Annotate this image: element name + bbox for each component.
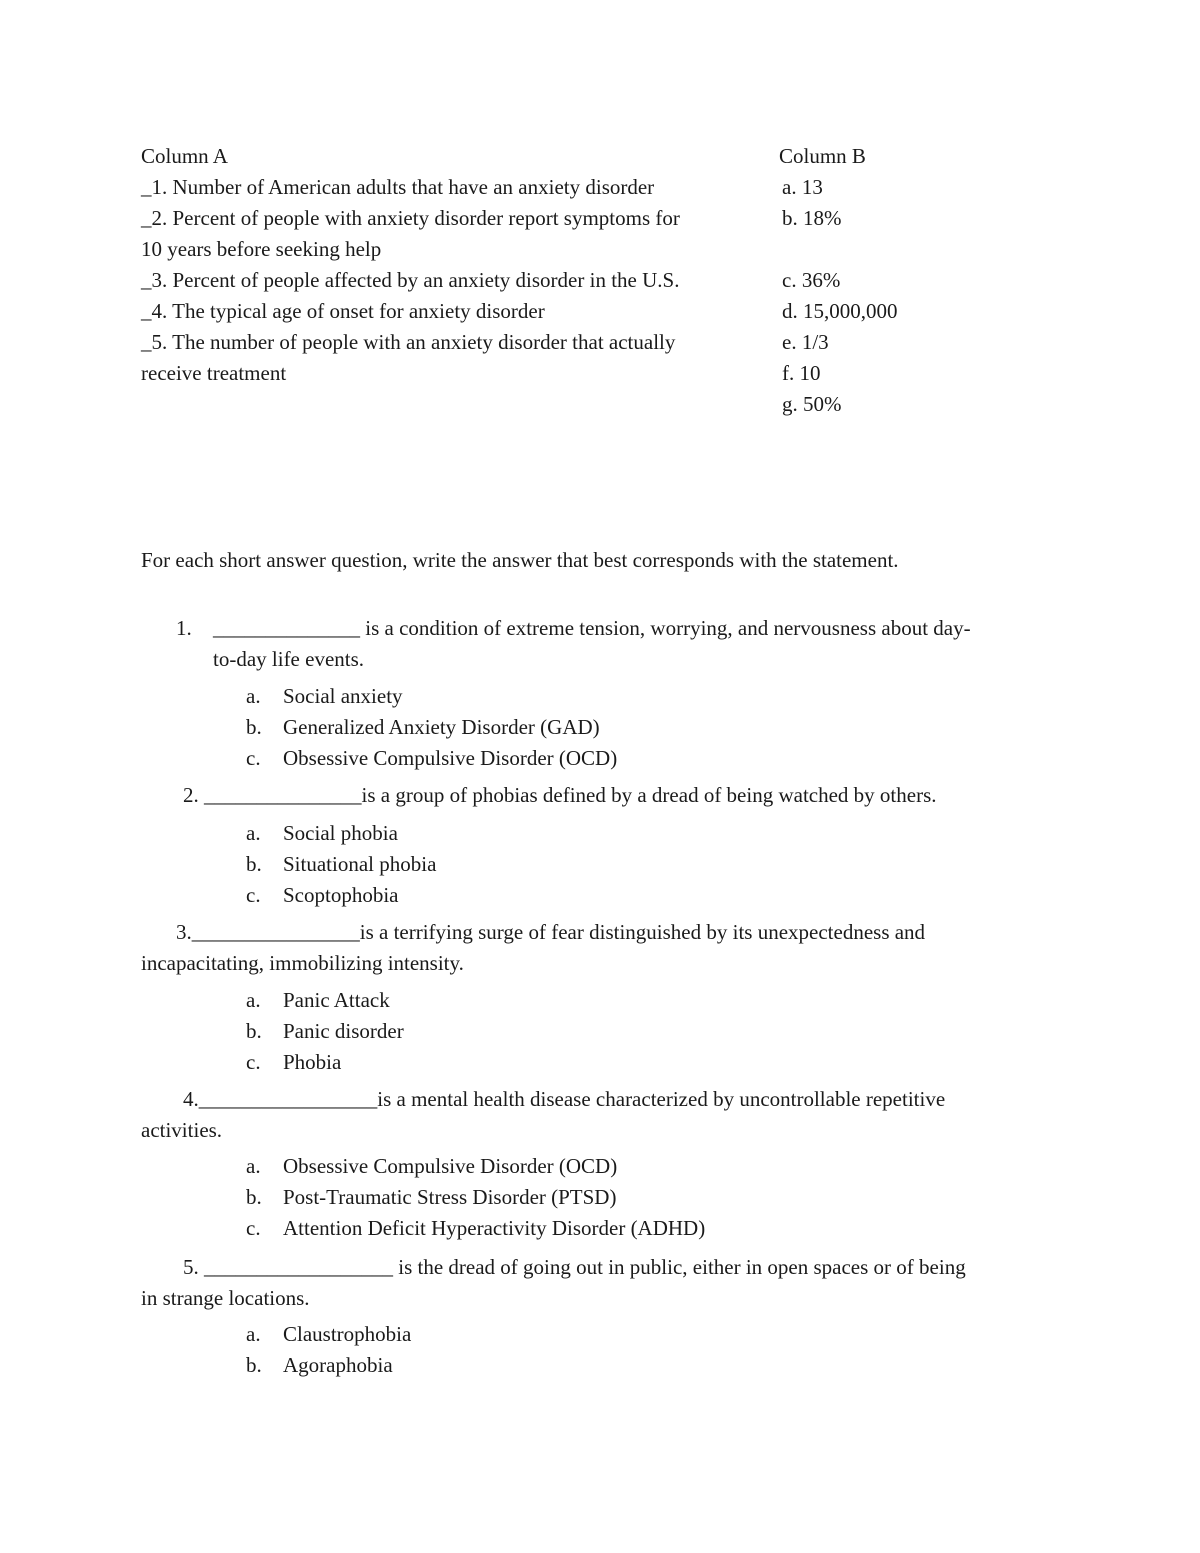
- q1-option-c: Obsessive Compulsive Disorder (OCD): [283, 746, 618, 770]
- q2-option-c-letter: c.: [246, 883, 261, 907]
- q4-option-a: Obsessive Compulsive Disorder (OCD): [283, 1154, 618, 1178]
- column-a-header: Column A: [141, 144, 228, 168]
- q2-option-a: Social phobia: [283, 821, 398, 845]
- q4-option-b-letter: b.: [246, 1185, 262, 1209]
- q3-option-c-letter: c.: [246, 1050, 261, 1074]
- q3-stem: 3.________________is a terrifying surge of fear distinguished by its unexpectedness and: [176, 920, 926, 944]
- q4-option-b: Post-Traumatic Stress Disorder (PTSD): [283, 1185, 617, 1209]
- q2-option-b: Situational phobia: [283, 852, 437, 876]
- short-answer-instruction: For each short answer question, write the answer that best corresponds with the statement.: [141, 548, 899, 572]
- column-a-item-5-cont: receive treatment: [141, 361, 287, 385]
- q4-stem: 4._________________is a mental health disease characterized by uncontrollable repetitive: [183, 1087, 946, 1111]
- q3-stem-cont: incapacitating, immobilizing intensity.: [141, 951, 464, 975]
- column-b-option-b: b. 18%: [782, 206, 842, 230]
- column-b-option-c: c. 36%: [782, 268, 841, 292]
- q4-stem-cont: activities.: [141, 1118, 223, 1142]
- column-b-option-e: e. 1/3: [782, 330, 829, 354]
- column-a-item-3: _3. Percent of people affected by an anxiety disorder in the U.S.: [141, 268, 680, 292]
- q3-option-a-letter: a.: [246, 988, 261, 1012]
- q1-text-cont: to-day life events.: [213, 647, 365, 671]
- q5-option-a: Claustrophobia: [283, 1322, 412, 1346]
- column-b-option-a: a. 13: [782, 175, 823, 199]
- q5-stem: 5. __________________ is the dread of going out in public, either in open spaces or of being: [183, 1255, 966, 1279]
- q1-option-b-letter: b.: [246, 715, 262, 739]
- column-a-item-1: _1. Number of American adults that have an anxiety disorder: [141, 175, 655, 199]
- q2-option-c: Scoptophobia: [283, 883, 399, 907]
- q2-option-a-letter: a.: [246, 821, 261, 845]
- q1-option-b: Generalized Anxiety Disorder (GAD): [283, 715, 600, 739]
- column-a-item-2: _2. Percent of people with anxiety disorder report symptoms for: [141, 206, 680, 230]
- column-a-item-4: _4. The typical age of onset for anxiety disorder: [141, 299, 545, 323]
- q3-option-c: Phobia: [283, 1050, 342, 1074]
- column-b-header: Column B: [779, 144, 866, 168]
- q5-option-a-letter: a.: [246, 1322, 261, 1346]
- column-a-item-5: _5. The number of people with an anxiety disorder that actually: [141, 330, 676, 354]
- q5-option-b: Agoraphobia: [283, 1353, 393, 1377]
- column-b-option-g: g. 50%: [782, 392, 842, 416]
- q4-option-a-letter: a.: [246, 1154, 261, 1178]
- q5-option-b-letter: b.: [246, 1353, 262, 1377]
- q4-option-c: Attention Deficit Hyperactivity Disorder (ADHD): [283, 1216, 706, 1240]
- q4-option-c-letter: c.: [246, 1216, 261, 1240]
- q2-stem: 2. _______________is a group of phobias defined by a dread of being watched by others.: [183, 783, 937, 807]
- q3-option-b-letter: b.: [246, 1019, 262, 1043]
- q1-number: 1.: [176, 616, 192, 640]
- column-b-option-f: f. 10: [782, 361, 821, 385]
- column-a-item-2-cont: 10 years before seeking help: [141, 237, 382, 261]
- q1-blank[interactable]: ______________: [213, 616, 360, 640]
- q5-stem-cont: in strange locations.: [141, 1286, 310, 1310]
- q2-option-b-letter: b.: [246, 852, 262, 876]
- q1-option-a-letter: a.: [246, 684, 261, 708]
- q1-option-c-letter: c.: [246, 746, 261, 770]
- q3-option-a: Panic Attack: [283, 988, 390, 1012]
- q1-stem: [213, 614, 971, 642]
- q1-option-a: Social anxiety: [283, 684, 403, 708]
- column-b-option-d: d. 15,000,000: [782, 299, 898, 323]
- q1-text: is a condition of extreme tension, worrying, and nervousness about day-: [360, 616, 971, 640]
- q3-option-b: Panic disorder: [283, 1019, 404, 1043]
